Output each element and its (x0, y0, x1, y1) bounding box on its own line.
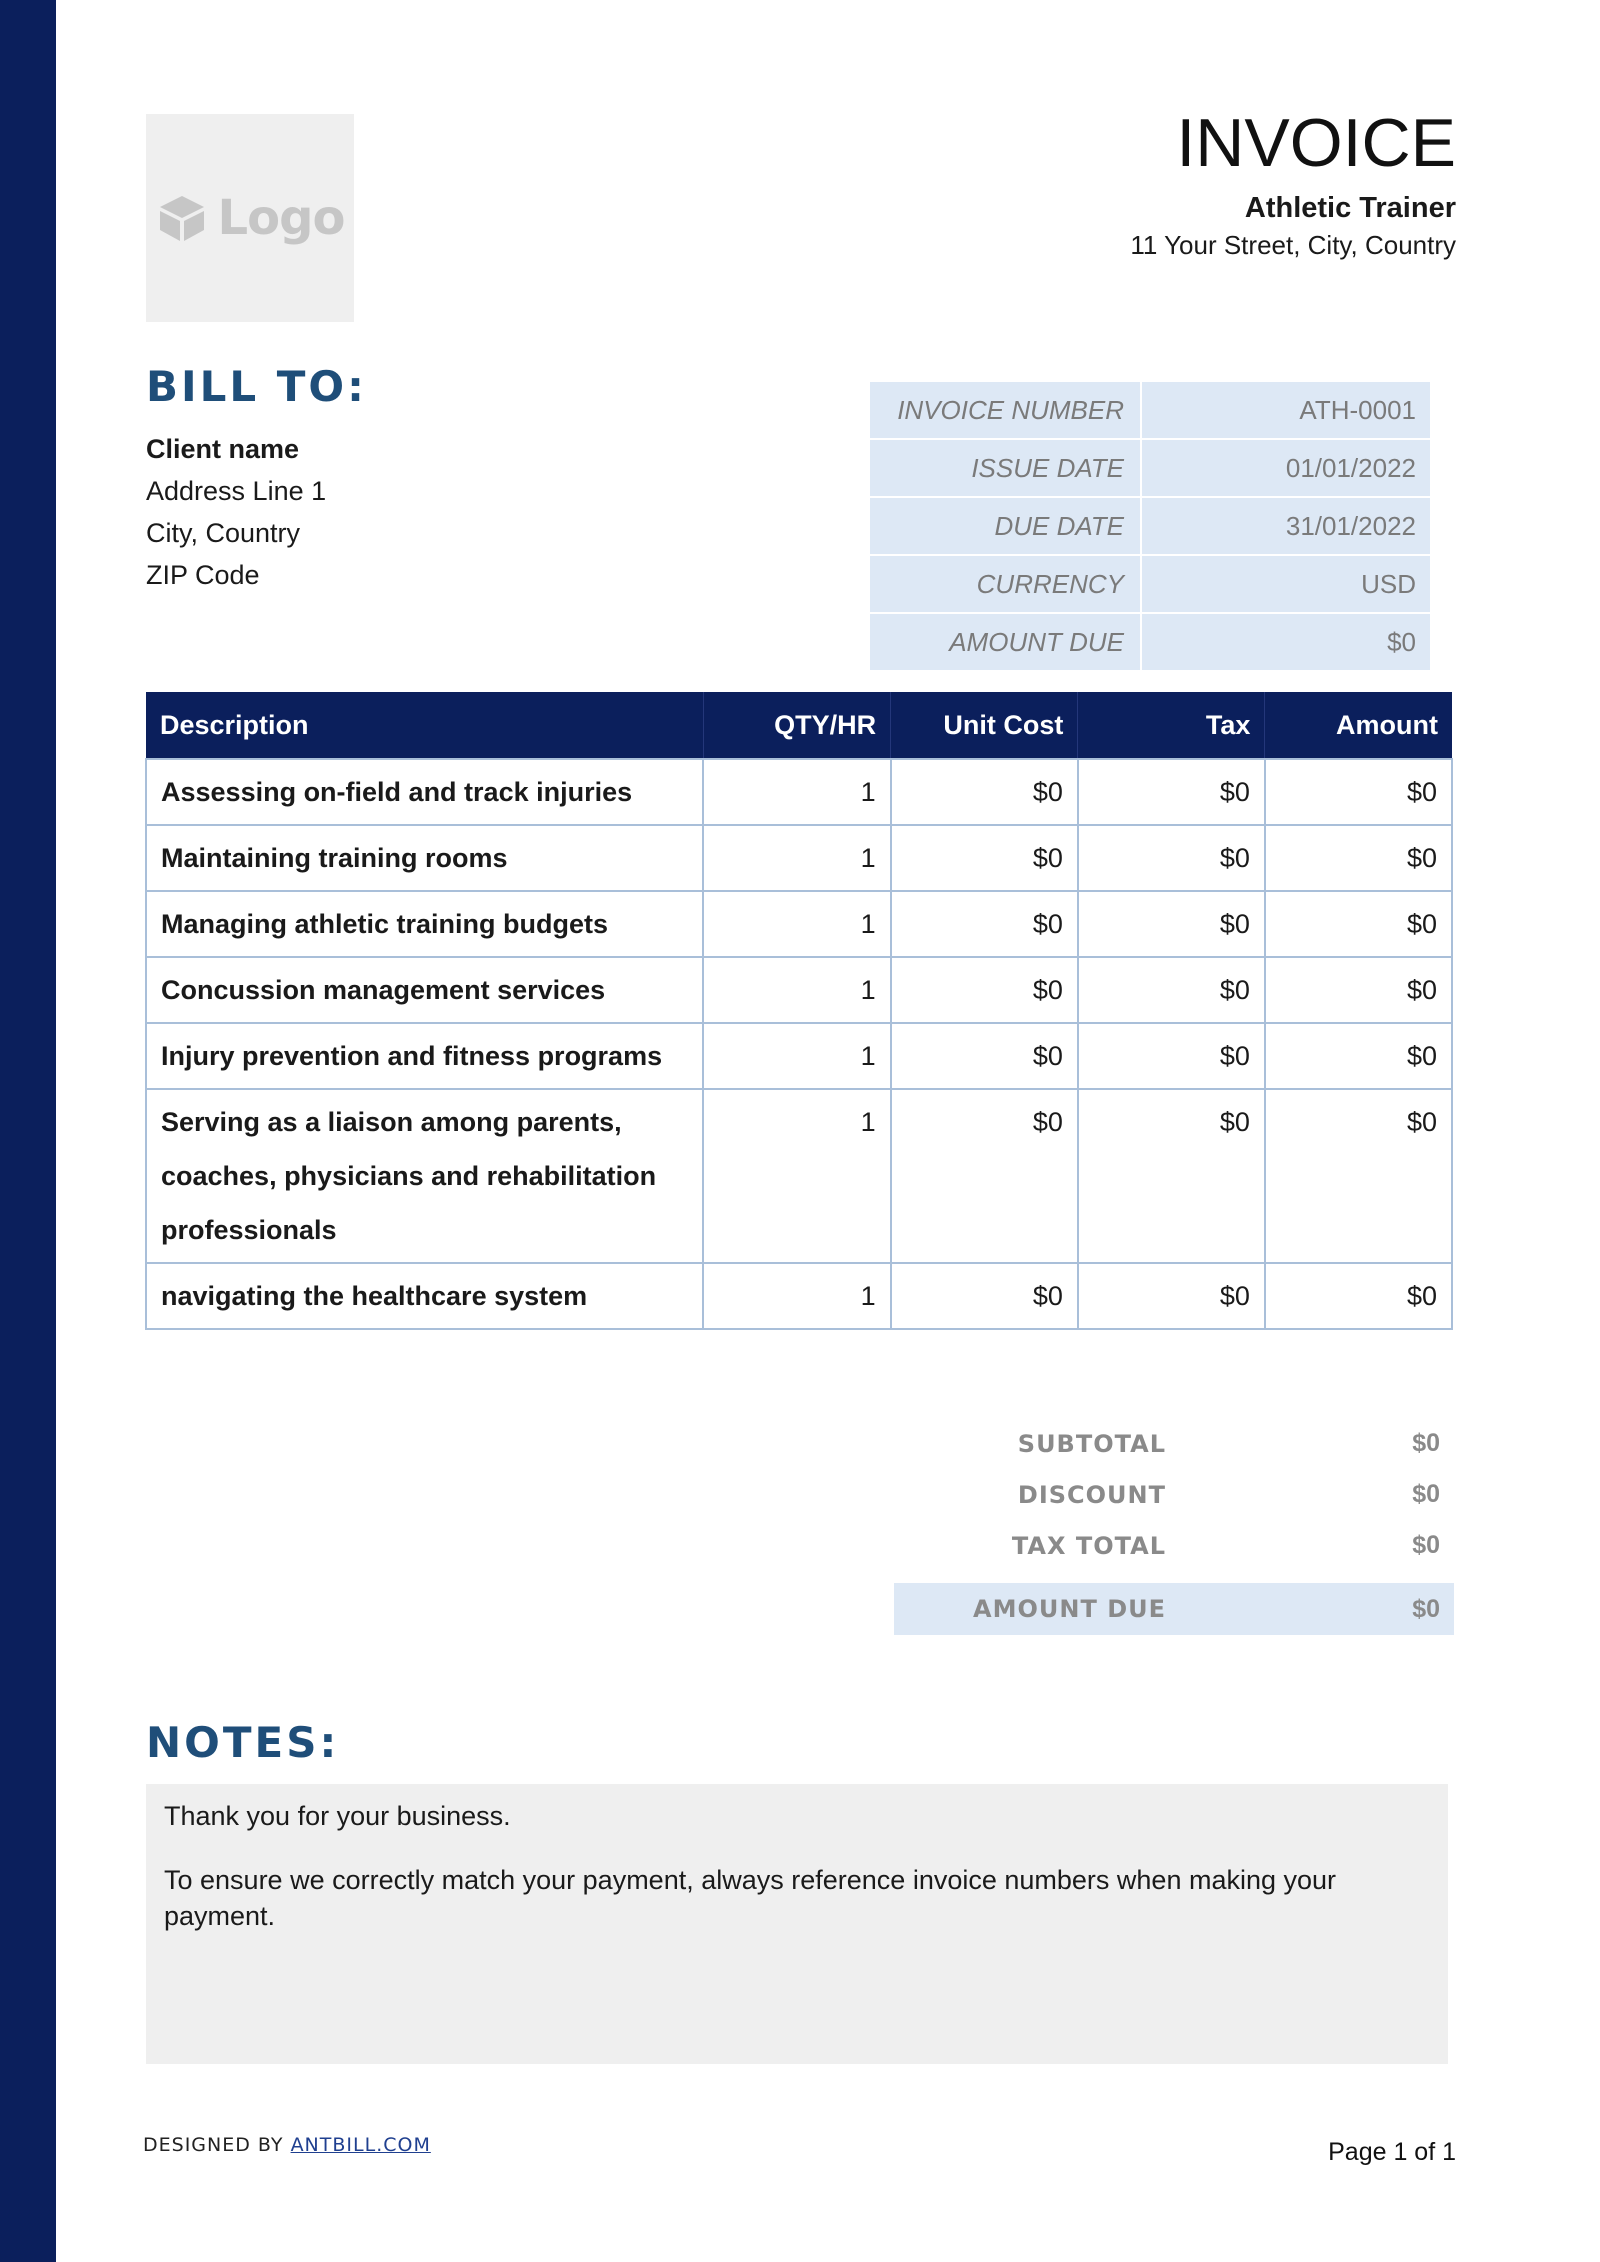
tax-total-label: TAX TOTAL (1011, 1531, 1166, 1560)
invoice-title: INVOICE (1176, 105, 1456, 181)
bill-to-heading: BILL TO: (146, 362, 367, 411)
side-accent-bar (0, 0, 56, 2262)
meta-row-invoice-number (870, 382, 1430, 440)
amount-due-value: $0 (1387, 626, 1416, 657)
meta-row-due-date (870, 498, 1430, 556)
subtotal-label: SUBTOTAL (1017, 1429, 1166, 1458)
logo-placeholder (146, 114, 354, 322)
totals-block (894, 1418, 1454, 1635)
item-description: Injury prevention and fitness programs (146, 1023, 703, 1089)
item-tax: $0 (1078, 1089, 1265, 1263)
meta-label: AMOUNT DUE (870, 614, 1142, 670)
company-name: Athletic Trainer (1244, 192, 1456, 224)
item-unit-cost: $0 (891, 1089, 1078, 1263)
item-description: Concussion management services (146, 957, 703, 1023)
table-row (146, 1089, 1452, 1263)
client-address-block (146, 428, 326, 596)
client-zip: ZIP Code (146, 560, 260, 590)
due-date-value: 31/01/2022 (1285, 510, 1416, 541)
item-description: navigating the healthcare system (146, 1263, 703, 1329)
notes-line: Thank you for your business. (164, 1801, 511, 1831)
item-amount: $0 (1265, 825, 1452, 891)
column-header-amount: Amount (1265, 692, 1452, 759)
meta-label: INVOICE NUMBER (870, 382, 1142, 438)
notes-box (146, 1784, 1448, 2064)
amount-due-label: AMOUNT DUE (973, 1595, 1166, 1623)
discount-row (894, 1469, 1454, 1520)
item-qty: 1 (703, 1263, 891, 1329)
meta-label: DUE DATE (870, 498, 1142, 554)
item-amount: $0 (1265, 759, 1452, 825)
subtotal-value: $0 (1412, 1429, 1440, 1457)
subtotal-row (894, 1418, 1454, 1469)
item-amount: $0 (1265, 957, 1452, 1023)
notes-line: To ensure we correctly match your payment, always reference invoice numbers when making your payment. (164, 1865, 1337, 1931)
item-amount: $0 (1265, 1089, 1452, 1263)
table-row (146, 825, 1452, 891)
item-unit-cost: $0 (891, 957, 1078, 1023)
currency-value: USD (1361, 568, 1416, 599)
tax-total-row (894, 1520, 1454, 1571)
designed-by-label: DESIGNED BY (143, 2134, 284, 2156)
item-tax: $0 (1078, 957, 1265, 1023)
item-unit-cost: $0 (891, 759, 1078, 825)
line-items-table (145, 692, 1453, 1330)
item-qty: 1 (703, 891, 891, 957)
meta-row-amount-due (870, 614, 1430, 670)
invoice-number-value: ATH-0001 (1299, 394, 1416, 425)
item-qty: 1 (703, 759, 891, 825)
discount-value: $0 (1412, 1480, 1440, 1508)
item-qty: 1 (703, 825, 891, 891)
designer-link[interactable]: ANTBILL.COM (290, 2134, 431, 2156)
item-qty: 1 (703, 1089, 891, 1263)
page-number: Page 1 of 1 (1328, 2138, 1456, 2166)
client-name: Client name (146, 434, 300, 464)
item-tax: $0 (1078, 1023, 1265, 1089)
discount-label: DISCOUNT (1017, 1480, 1166, 1509)
meta-row-currency (870, 556, 1430, 614)
logo-text: Logo (217, 190, 345, 246)
item-amount: $0 (1265, 1023, 1452, 1089)
meta-label: CURRENCY (870, 556, 1142, 612)
item-unit-cost: $0 (891, 1263, 1078, 1329)
column-header-description: Description (146, 692, 703, 759)
cube-icon (156, 192, 208, 244)
table-row (146, 1263, 1452, 1329)
table-row (146, 891, 1452, 957)
table-row (146, 957, 1452, 1023)
meta-row-issue-date (870, 440, 1430, 498)
notes-heading: NOTES: (146, 1718, 340, 1767)
item-description: Serving as a liaison among parents, coaches, physicians and rehabilitation professionals (146, 1089, 703, 1263)
item-amount: $0 (1265, 891, 1452, 957)
issue-date-value: 01/01/2022 (1285, 452, 1416, 483)
amount-due-total: $0 (1412, 1594, 1440, 1623)
item-tax: $0 (1078, 825, 1265, 891)
table-row (146, 1023, 1452, 1089)
item-description: Assessing on-field and track injuries (146, 759, 703, 825)
item-unit-cost: $0 (891, 825, 1078, 891)
column-header-qty: QTY/HR (703, 692, 891, 759)
item-amount: $0 (1265, 1263, 1452, 1329)
item-tax: $0 (1078, 759, 1265, 825)
designed-by (143, 2134, 431, 2156)
item-description: Maintaining training rooms (146, 825, 703, 891)
amount-due-row (894, 1583, 1454, 1635)
item-qty: 1 (703, 957, 891, 1023)
item-tax: $0 (1078, 1263, 1265, 1329)
client-city-country: City, Country (146, 518, 301, 548)
table-header-row (146, 692, 1452, 759)
item-unit-cost: $0 (891, 891, 1078, 957)
meta-label: ISSUE DATE (870, 440, 1142, 496)
column-header-tax: Tax (1078, 692, 1265, 759)
item-description: Managing athletic training budgets (146, 891, 703, 957)
company-address: 11 Your Street, City, Country (1130, 230, 1456, 260)
invoice-meta-table (870, 382, 1430, 670)
tax-total-value: $0 (1412, 1531, 1440, 1559)
item-qty: 1 (703, 1023, 891, 1089)
table-row (146, 759, 1452, 825)
column-header-unit-cost: Unit Cost (891, 692, 1078, 759)
item-tax: $0 (1078, 891, 1265, 957)
client-address-line: Address Line 1 (146, 476, 327, 506)
item-unit-cost: $0 (891, 1023, 1078, 1089)
